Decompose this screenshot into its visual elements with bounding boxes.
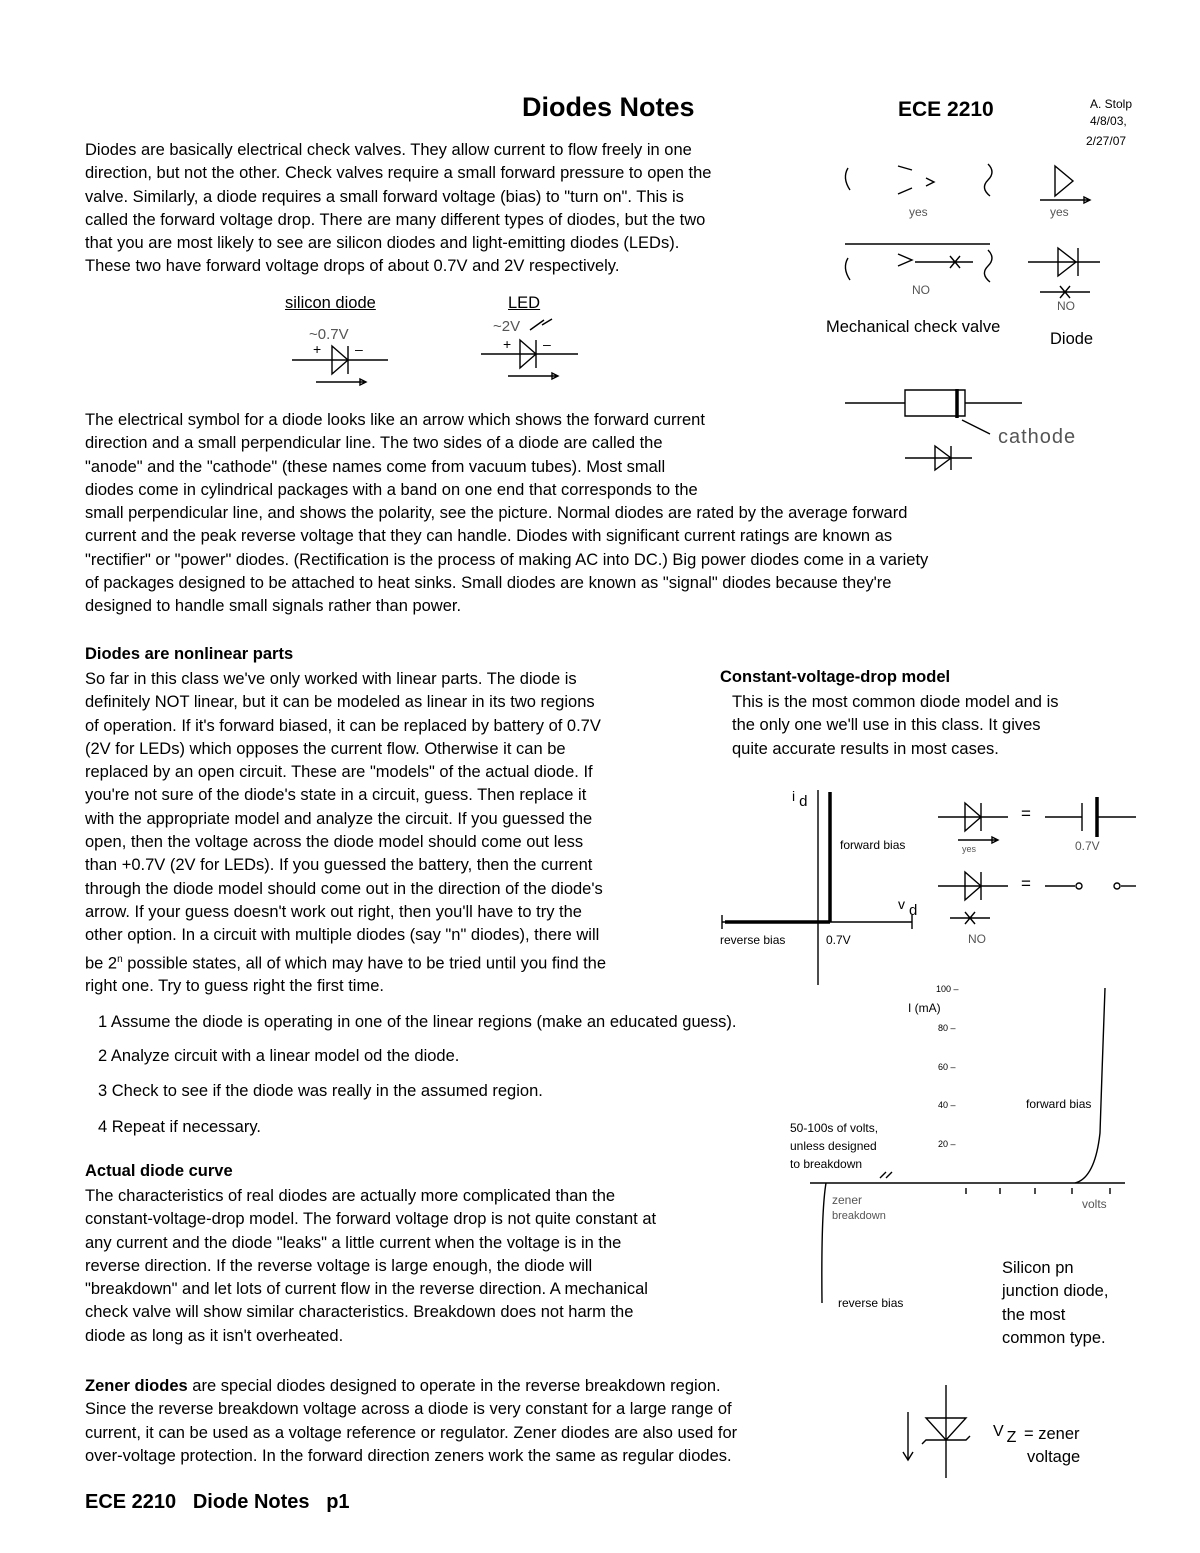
silicon-plus: + xyxy=(313,341,322,357)
nonlinear-heading: Diodes are nonlinear parts xyxy=(85,645,294,663)
equals-sign-1: = xyxy=(1021,804,1031,823)
nonlinear-line: right one. Try to guess right the first time. xyxy=(85,977,384,996)
label-no-diode: NO xyxy=(1057,299,1075,313)
breakdown-note-3: to breakdown xyxy=(790,1157,863,1171)
step-1: 1 Assume the diode is operating in one of the linear regions (make an educated guess). xyxy=(98,1013,737,1031)
actual-line: any current and the diode "leaks" a little current when the voltage is in the xyxy=(85,1233,622,1252)
cvd-yes-label: yes xyxy=(962,844,977,854)
led-plus: + xyxy=(503,336,512,352)
nonlinear-line: of operation. If it's forward biased, it can be replaced by battery of 0.7V xyxy=(85,716,601,735)
symbol-line: designed to handle small signals rather than power. xyxy=(85,597,462,616)
intro-line: These two have forward voltage drops of about 0.7V and 2V respectively. xyxy=(85,257,620,276)
cvd-line: quite accurate results in most cases. xyxy=(732,739,999,758)
zener-line: current, it can be used as a voltage reference or regulator. Zener diodes are also used for xyxy=(85,1423,738,1442)
symbol-line: small perpendicular line, and shows the polarity, see the picture. Normal diodes are rated by the average forward xyxy=(85,504,908,523)
nonlinear-line: definitely NOT linear, but it can be modeled as linear in its two regions xyxy=(85,693,595,712)
actual-line: check valve will show similar characteristics. Breakdown does not harm the xyxy=(85,1303,634,1322)
cvd-line: This is the most common diode model and is xyxy=(732,693,1059,711)
step-3: 3 Check to see if the diode was really in the assumed region. xyxy=(98,1082,543,1100)
vz-voltage-label: voltage xyxy=(1027,1448,1081,1466)
cvd-07v-label: 0.7V xyxy=(826,933,851,947)
intro-line: called the forward voltage drop. There are many different types of diodes, but the two xyxy=(85,210,706,229)
actual-line: diode as long as it isn't overheated. xyxy=(85,1326,344,1345)
cvd-line: the only one we'll use in this class. It gives xyxy=(732,716,1041,735)
vd-axis-label: v d xyxy=(898,896,918,919)
vz-zener-label: = zener xyxy=(1024,1425,1080,1443)
vz-label: V Z xyxy=(993,1423,1017,1446)
symbol-line: diodes come in cylindrical packages with a band on one end that corresponds to the xyxy=(85,480,698,499)
diode-caption: Diode xyxy=(1050,330,1094,348)
tick-100: 100 – xyxy=(936,984,959,994)
symbol-line: current and the peak reverse voltage that they can handle. Diodes with significant current ratings are known as xyxy=(85,527,893,546)
breakdown-note-1: 50-100s of volts, xyxy=(790,1121,879,1135)
silicon-drop-label: ~0.7V xyxy=(309,326,349,343)
cvd-forward-bias-label: forward bias xyxy=(840,838,906,852)
zener-line: Since the reverse breakdown voltage across a diode is very constant for a large range of xyxy=(85,1400,732,1419)
actual-line: reverse direction. If the reverse voltage is large enough, the diode will xyxy=(85,1256,593,1275)
zener-breakdown-label: breakdown xyxy=(832,1210,886,1222)
step-4: 4 Repeat if necessary. xyxy=(98,1118,261,1136)
led-label: LED xyxy=(508,294,541,312)
nonlinear-line: So far in this class we've only worked with linear parts. The diode is xyxy=(85,670,577,688)
tick-40: 40 – xyxy=(938,1100,956,1110)
intro-line: that you are most likely to see are silicon diodes and light-emitting diodes (LEDs). xyxy=(85,234,680,253)
led-drop-label: ~2V xyxy=(493,318,521,335)
nonlinear-line: arrow. If your guess doesn't work out right, then you'll have to try the xyxy=(85,902,582,921)
author: A. Stolp xyxy=(1090,97,1133,111)
intro-line: direction, but not the other. Check valves require a small forward pressure to open the xyxy=(85,164,712,183)
symbol-line: "anode" and the "cathode" (these names come from vacuum tubes). Most small xyxy=(85,457,666,476)
cvd-reverse-bias-label: reverse bias xyxy=(720,933,786,947)
date-1: 4/8/03, xyxy=(1090,114,1127,128)
nonlinear-line: than +0.7V (2V for LEDs). If you guessed the battery, then the current xyxy=(85,856,593,875)
intro-line: valve. Similarly, a diode requires a small forward voltage (bias) to "turn on". This is xyxy=(85,187,684,206)
footer: ECE 2210 Diode Notes p1 xyxy=(85,1491,350,1513)
tick-20: 20 – xyxy=(938,1139,956,1149)
silicon-diode-label: silicon diode xyxy=(285,294,376,312)
curve-reverse-bias-label: reverse bias xyxy=(838,1296,904,1310)
label-yes-valve: yes xyxy=(909,205,928,219)
nonlinear-line: other option. In a circuit with multiple diodes (say "n" diodes), there will xyxy=(85,926,600,945)
zener-line: over-voltage protection. In the forward direction zeners work the same as regular diodes. xyxy=(85,1446,732,1465)
date-2: 2/27/07 xyxy=(1086,134,1127,148)
i-axis-label: I (mA) xyxy=(908,1001,941,1015)
symbol-line: "rectifier" or "power" diodes. (Rectification is the process of making AC into DC.) Big power diodes come in a variety xyxy=(85,550,929,569)
nonlinear-line: with the appropriate model and analyze the circuit. If you guessed the xyxy=(85,809,593,828)
led-minus: – xyxy=(543,336,551,352)
label-yes-diode: yes xyxy=(1050,205,1069,219)
step-2: 2 Analyze circuit with a linear model od the diode. xyxy=(98,1047,460,1065)
nonlinear-line: open, then the voltage across the diode model should come out less xyxy=(85,833,584,852)
symbol-line: direction and a small perpendicular line. The two sides of a diode are called the xyxy=(85,434,663,453)
id-axis-label: i d xyxy=(792,788,808,810)
cvd-no-label: NO xyxy=(968,932,986,946)
page-title: Diodes Notes xyxy=(522,92,695,122)
mechanical-check-valve-caption: Mechanical check valve xyxy=(826,318,1001,336)
nonlinear-line: replaced by an open circuit. These are "models" of the actual diode. If xyxy=(85,763,593,782)
breakdown-note-2: unless designed xyxy=(790,1139,877,1153)
equals-sign-2: = xyxy=(1021,874,1031,893)
symbol-line: of packages designed to be attached to heat sinks. Small diodes are known as "signal" diodes because they're xyxy=(85,574,892,593)
curve-forward-bias-label: forward bias xyxy=(1026,1097,1092,1111)
curve-caption: Silicon pn junction diode, the most common type. xyxy=(1002,1259,1109,1347)
label-no-valve: NO xyxy=(912,283,930,297)
silicon-minus: – xyxy=(355,341,363,357)
cvd-heading: Constant-voltage-drop model xyxy=(720,668,951,686)
tick-60: 60 – xyxy=(938,1062,956,1072)
zener-line: Zener diodes are special diodes designed to operate in the reverse breakdown region. xyxy=(85,1377,721,1395)
volts-label: volts xyxy=(1082,1197,1107,1211)
cathode-label: cathode xyxy=(998,426,1077,448)
tick-80: 80 – xyxy=(938,1023,956,1033)
zener-label: zener xyxy=(832,1193,863,1207)
actual-line: The characteristics of real diodes are actually more complicated than the xyxy=(85,1187,616,1205)
actual-curve-heading: Actual diode curve xyxy=(85,1162,233,1180)
course-number: ECE 2210 xyxy=(898,98,994,121)
nonlinear-line: be 2$^n$ possible states, all of which may have to be tried until you find the xyxy=(85,953,607,973)
symbol-line: The electrical symbol for a diode looks like an arrow which shows the forward current xyxy=(85,411,705,429)
nonlinear-line: you're not sure of the diode's state in a circuit, guess. Then replace it xyxy=(85,786,587,805)
nonlinear-line: through the diode model should come out in the direction of the diode's xyxy=(85,879,603,898)
actual-line: "breakdown" and let lots of current flow in the reverse direction. A mechanical xyxy=(85,1280,648,1299)
intro-line: Diodes are basically electrical check valves. They allow current to flow freely in one xyxy=(85,141,692,159)
cvd-battery-label: 0.7V xyxy=(1075,839,1100,853)
nonlinear-line: (2V for LEDs) which opposes the current flow. Otherwise it can be xyxy=(85,739,566,758)
actual-line: constant-voltage-drop model. The forward voltage drop is not quite constant at xyxy=(85,1210,657,1229)
